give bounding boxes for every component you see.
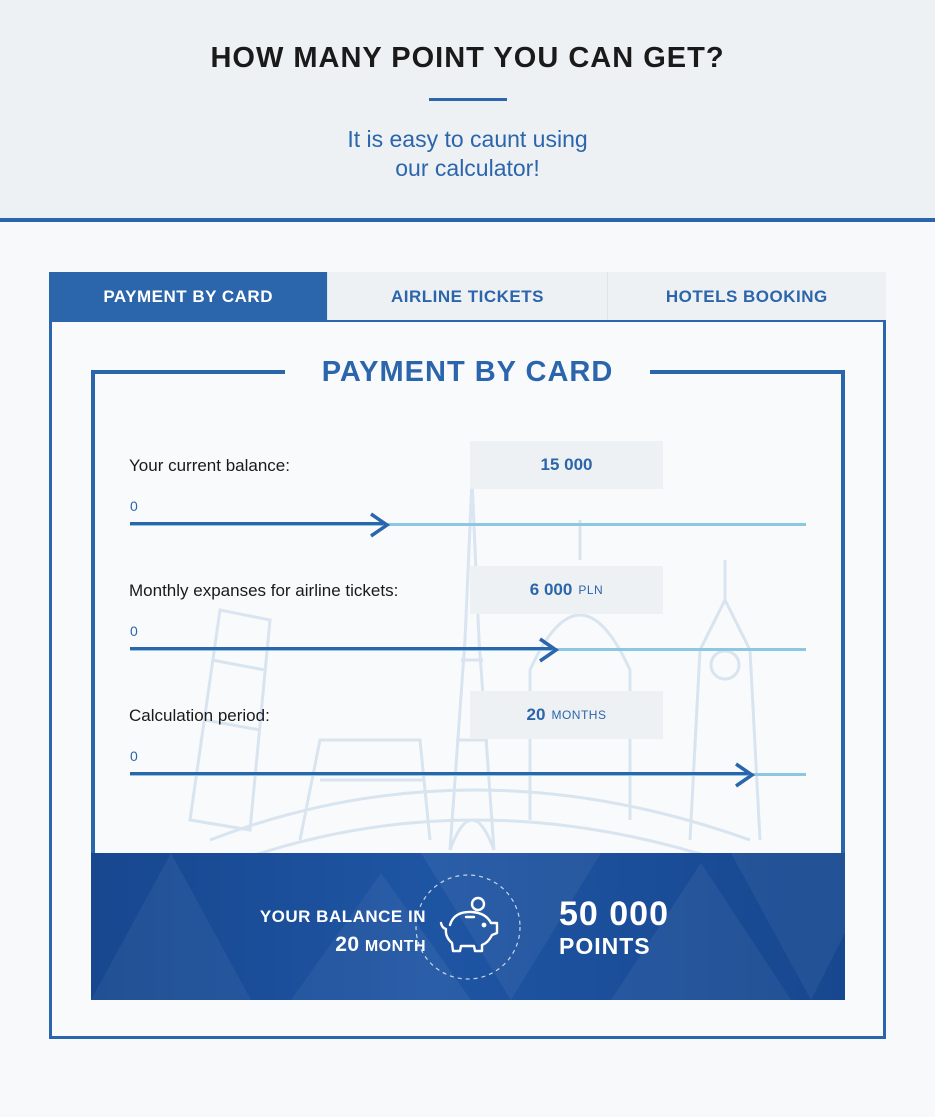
calculation-period-value[interactable] — [470, 691, 663, 739]
piggy-bank-icon — [414, 873, 522, 981]
slider-fill — [130, 647, 552, 650]
current-balance-slider[interactable] — [130, 512, 806, 538]
page-subtitle — [0, 125, 935, 183]
calculator-tabs — [49, 272, 886, 322]
subtitle-line-1: It is easy to caunt using — [347, 126, 588, 152]
monthly-expenses-label: Monthly expanses for airline tickets: — [129, 581, 399, 600]
subtitle-line-2: our calculator! — [395, 155, 540, 181]
result-points-label: POINTS — [559, 933, 651, 959]
slider-arrow-handle-icon[interactable] — [367, 512, 391, 538]
panel-title: PAYMENT BY CARD — [321, 356, 614, 388]
monthly-expenses-value[interactable] — [470, 566, 663, 614]
current-balance-value[interactable] — [470, 441, 663, 489]
slider-arrow-handle-icon[interactable] — [732, 762, 756, 788]
result-label: YOUR BALANCE IN — [259, 907, 426, 926]
calculation-period-min: 0 — [130, 748, 138, 764]
monthly-expenses-slider[interactable] — [130, 637, 806, 663]
page-title: HOW MANY POINT YOU CAN GET? — [210, 42, 725, 74]
slider-fill — [130, 772, 748, 775]
result-points — [559, 897, 669, 961]
result-points-value: 50 000 — [559, 895, 669, 933]
result-banner — [91, 853, 845, 1000]
panel-title-wrap — [285, 350, 650, 394]
result-period — [241, 931, 426, 961]
result-period-text — [241, 903, 426, 961]
current-balance-amount: 15 000 — [540, 455, 593, 474]
calculation-period-slider[interactable] — [130, 762, 806, 788]
monthly-expenses-min: 0 — [130, 623, 138, 639]
slider-fill — [130, 522, 383, 525]
calculation-period-unit: MONTHS — [551, 708, 607, 722]
hero-section — [0, 0, 935, 218]
current-balance-label: Your current balance: — [129, 456, 290, 475]
monthly-expenses-amount: 6 000 — [529, 580, 573, 599]
tab-hotels-booking[interactable]: HOTELS BOOKING — [607, 272, 886, 322]
title-divider — [429, 98, 507, 101]
slider-arrow-handle-icon[interactable] — [536, 637, 560, 663]
result-period-number: 20 — [335, 933, 360, 956]
monthly-expenses-unit: PLN — [578, 583, 604, 597]
result-period-unit: MONTH — [364, 938, 426, 955]
tab-payment-by-card[interactable]: PAYMENT BY CARD — [49, 272, 327, 322]
tab-airline-tickets[interactable]: AIRLINE TICKETS — [327, 272, 606, 322]
calculation-period-label: Calculation period: — [129, 706, 270, 725]
calculation-period-amount: 20 — [526, 705, 546, 724]
hero-divider — [0, 218, 935, 222]
current-balance-min: 0 — [130, 498, 138, 514]
